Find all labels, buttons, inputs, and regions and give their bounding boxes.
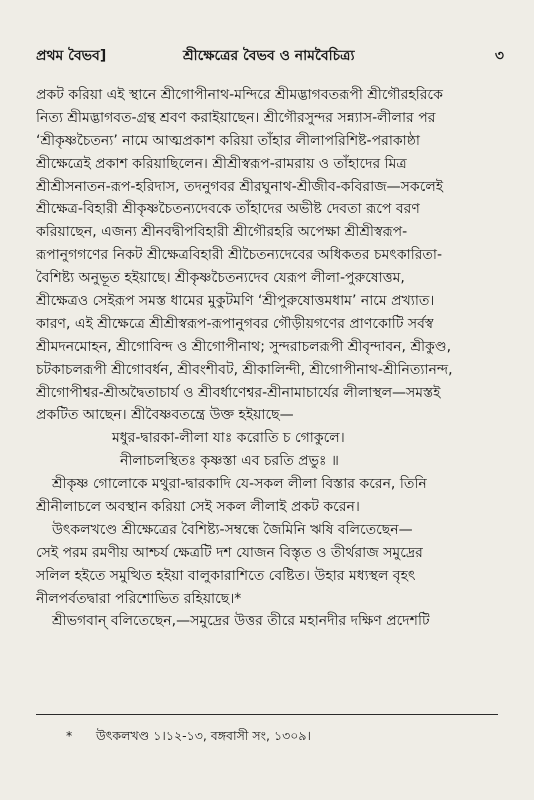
footnote [66,728,311,748]
text-line: রূপানুগগণের নিকট শ্রীক্ষেত্রবিহারী শ্রীচৈতন্যদেবের অধিকতর চমৎকারিতা- [36,247,443,264]
text-line: শ্রীভগবান্ বলিতেছেন,—সমুদ্রের উত্তর তীরে মহানদীর দক্ষিণ প্রদেশটি [52,613,430,630]
text-line: সেই পরম রমণীয় আশ্চর্য ক্ষেত্রটি দশ যোজন বিস্তৃত ও তীর্থরাজ সমুদ্রের [36,544,423,561]
text-line: শ্রীক্ষেত্রেই প্রকাশ করিয়াছিলেন। শ্রীশ্রীস্বরূপ-রামরায় ও তাঁহাদের মিত্র [36,155,407,172]
text-line: শ্রীক্ষেত্র-বিহারী শ্রীকৃষ্ণচৈতন্যদেবকে তাঁহাদের অভীষ্ট দেবতা রূপে বরণ [36,201,420,218]
text-line: নিত্য শ্রীমদ্ভাগবত-গ্রন্থ শ্রবণ করাইয়াছেন। শ্রীগৌরসুন্দর সন্ন্যাস-লীলার পর [36,109,436,126]
text-line: প্রকট করিয়া এই স্থানে শ্রীগোপীনাথ-মন্দিরে শ্রীমদ্ভাগবতরূপী শ্রীগৌরহরিকে [36,87,443,103]
text-line: শ্রীগোপীশ্বর-শ্রীঅদ্বৈতাচার্য ও শ্রীবর্ধাণেশ্বর-শ্রীনামাচার্যের লীলাস্থল—সমস্তই [36,384,441,401]
text-line: নীলপর্বতদ্বারা পরিশোভিত রহিয়াছে।* [36,590,242,607]
footnote-text: উৎকলখণ্ড ১।১২-১৩, বঙ্গবাসী সং, ১৩০৯। [96,728,311,743]
text-line: সলিল হইতে সমুত্থিত হইয়া বালুকারাশিতে বেষ্টিত। উহার মধ্যস্থল বৃহৎ [36,567,416,584]
text-line: চটকাচলরূপী শ্রীগোবর্ধন, শ্রীবংশীবট, শ্রীকালিন্দী, শ্রীগোপীনাথ-শ্রীনিত্যানন্দ, [36,361,453,378]
text-line: ‘শ্রীকৃষ্ণচৈতন্য’ নামে আত্মপ্রকাশ করিয়া তাঁহার লীলাপরিশিষ্ট-পরাকাষ্ঠা [36,132,420,149]
text-line: বৈশিষ্ট্য অনুভূত হইয়াছে। শ্রীকৃষ্ণচৈতন্যদেব যেরূপ লীলা-পুরুষোত্তম, [36,270,405,287]
text-line: শ্রীনীলাচলে অবস্থান করিয়া সেই সকল লীলাই প্রকট করেন। [36,499,360,516]
text-line: উৎকলখণ্ডে শ্রীক্ষেত্রের বৈশিষ্ট্য-সম্বন্ধে জৈমিনি ঋষি বলিতেছেন— [52,521,413,538]
text-line: কারণ, এই শ্রীক্ষেত্রে শ্রীশ্রীস্বরূপ-রূপানুগবর গৌড়ীয়গণের প্রাণকোটি সর্বস্ব [36,315,434,332]
text-line: শ্রীক্ষেত্রও সেইরূপ সমস্ত ধামের মুকুটমণি ‘শ্রীপুরুষোত্তমধাম’ নামে প্রখ্যাত। [36,293,435,310]
footnote-divider [36,714,498,715]
running-header [36,44,504,68]
page-number: ৩ [494,48,504,64]
text-line: শ্রীশ্রীসনাতন-রূপ-হরিদাস, তদনুগবর শ্রীরঘুনাথ-শ্রীজীব-কবিরাজ—সকলেই [36,178,444,195]
chapter-label: প্রথম বৈভব] [36,48,107,64]
footnote-mark: * [66,728,73,743]
text-line: প্রকটিত আছেন। শ্রীবৈষ্ণবতন্ত্রে উক্ত হইয়াছে— [36,407,294,424]
page-title: শ্রীক্ষেত্রের বৈভব ও নামবৈচিত্র্য [183,48,355,64]
body-text [36,84,508,633]
verse-line: মধুর-দ্বারকা-লীলা যাঃ করোতি চ গোকুলে। [112,430,345,447]
text-line: করিয়াছেন, এজন্য শ্রীনবদ্বীপবিহারী শ্রীগৌরহরি অপেক্ষা শ্রীশ্রীস্বরূপ- [36,224,408,241]
text-line: শ্রীমদনমোহন, শ্রীগোবিন্দ ও শ্রীগোপীনাথ; সুন্দরাচলরূপী শ্রীবৃন্দাবন, শ্রীকুণ্ড, [36,338,452,355]
text-line: শ্রীকৃষ্ণ গোলোকে মথুরা-দ্বারকাদি যে-সকল লীলা বিস্তার করেন, তিনি [52,476,427,493]
verse-line: নীলাচলস্থিতঃ কৃষ্ণস্তা এব চরতি প্রভুঃ ॥ [120,453,339,470]
